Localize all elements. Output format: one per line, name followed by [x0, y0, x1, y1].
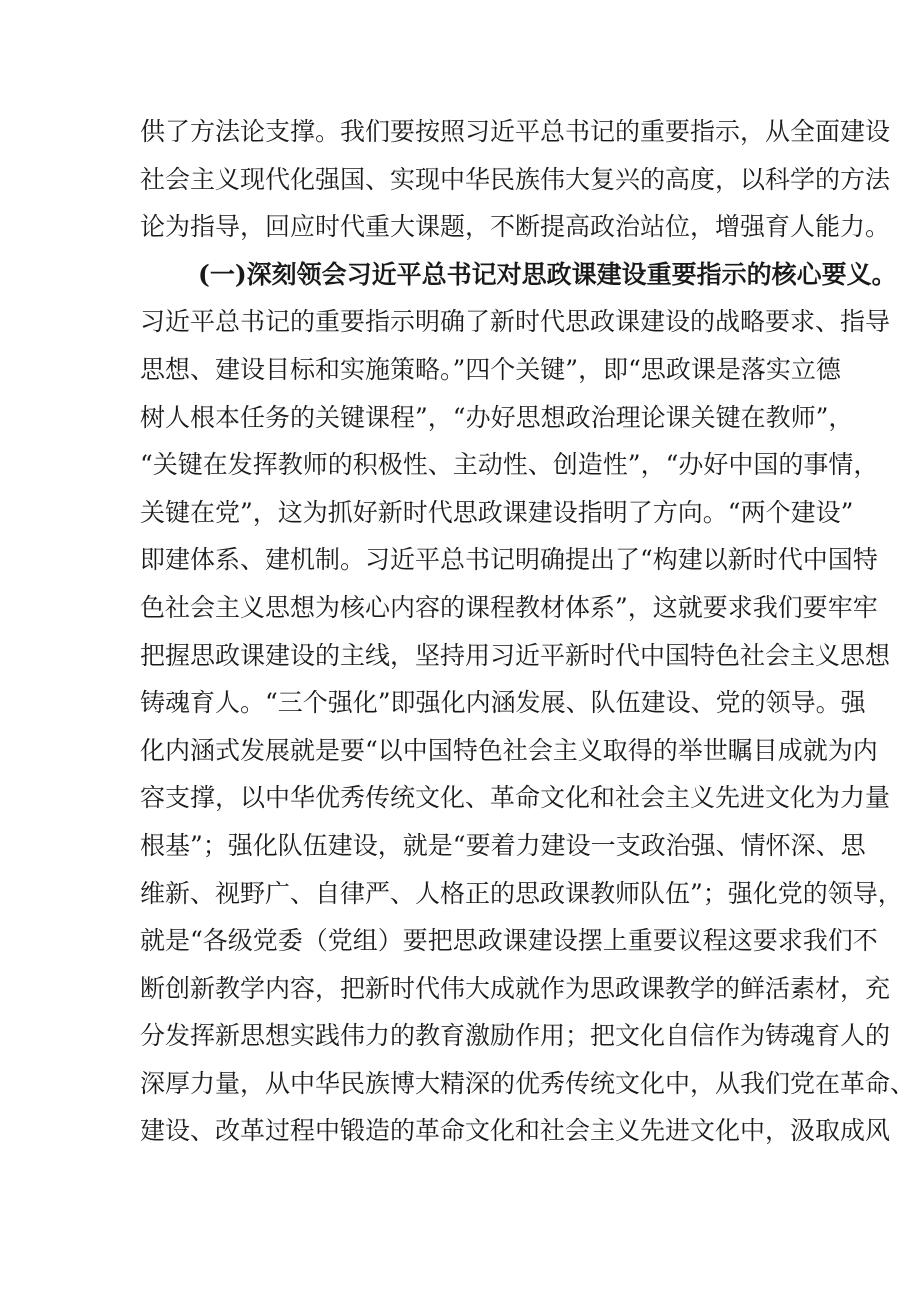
- paragraph-line: 深厚力量，从中华民族博大精深的优秀传统文化中，从我们党在革命、: [140, 1068, 916, 1098]
- paragraph-line: 树人根本任务的关键课程”，“办好思想政治理论课关键在教师”，: [140, 402, 854, 432]
- paragraph-line: 思想、建设目标和实施策略。”四个关键”，即“思政课是落实立德: [140, 354, 841, 384]
- paragraph-line: 社会主义现代化强国、实现中华民族伟大复兴的高度，以科学的方法: [140, 164, 891, 194]
- paragraph-line: “关键在发挥教师的积极性、主动性、创造性”，“办好中国的事情，: [140, 450, 879, 480]
- paragraph-line: 断创新教学内容，把新时代伟大成就作为思政课教学的鲜活素材，充: [140, 973, 891, 1003]
- paragraph-line: 容支撑，以中华优秀传统文化、革命文化和社会主义先进文化为力量: [140, 783, 891, 813]
- paragraph-line: 论为指导，回应时代重大课题，不断提高政治站位，增强育人能力。: [140, 212, 891, 242]
- paragraph-line: 维新、视野广、自律严、人格正的思政课教师队伍”；强化党的领导，: [140, 878, 903, 908]
- paragraph-line: 分发挥新思想实践伟力的教育激励作用；把文化自信作为铸魂育人的: [140, 1021, 891, 1051]
- document-body: [140, 108, 916, 1155]
- paragraph-line: 化内涵式发展就是要“以中国特色社会主义取得的举世瞩目成就为内: [140, 735, 878, 765]
- paragraph-line: 关键在党”，这为抓好新时代思政课建设指明了方向。“两个建设”: [140, 497, 854, 527]
- paragraph-line: 供了方法论支撑。我们要按照习近平总书记的重要指示，从全面建设: [140, 117, 891, 146]
- paragraph-line: 建设、改革过程中锻造的革命文化和社会主义先进文化中，汲取成风: [140, 1116, 891, 1146]
- paragraph-line: 色社会主义思想为核心内容的课程教材体系”，这就要求我们要牢牢: [140, 592, 878, 622]
- paragraph-line: 即建体系、建机制。习近平总书记明确提出了“构建以新时代中国特: [140, 545, 878, 575]
- paragraph-line: 铸魂育人。“三个强化”即强化内涵发展、队伍建设、党的领导。强: [140, 688, 866, 718]
- paragraph-line: 就是“各级党委（党组）要把思政课建设摆上重要议程这要求我们不: [140, 926, 878, 956]
- paragraph-line: 习近平总书记的重要指示明确了新时代思政课建设的战略要求、指导: [140, 307, 891, 337]
- paragraph-line: 把握思政课建设的主线，坚持用习近平新时代中国特色社会主义思想: [140, 640, 891, 670]
- section-heading: (一)深刻领会习近平总书记对思政课建设重要指示的核心要义。: [198, 259, 897, 289]
- paragraph-line: 根基”；强化队伍建设，就是“要着力建设一支政治强、情怀深、思: [140, 830, 866, 860]
